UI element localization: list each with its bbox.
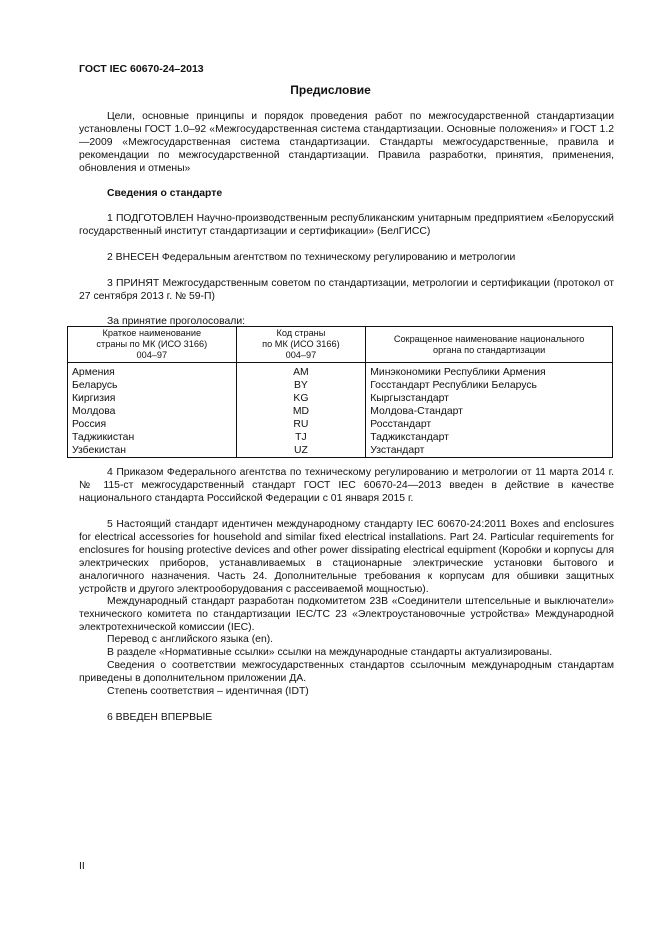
- code-cell: AM: [236, 363, 366, 380]
- table-row: [68, 392, 613, 405]
- org-cell: Госстандарт Республики Беларусь: [366, 379, 613, 392]
- standard-id: ГОСТ IEC 60670-24–2013: [79, 63, 204, 75]
- item-1-prepared: 1 ПОДГОТОВЛЕН Научно-производственным республиканским унитарным предприятием «Белорусский государственный институт стандартизации и сертификации» (БелГИСС): [79, 213, 614, 237]
- item-5-degree: Степень соответствия – идентичная (IDT): [107, 686, 309, 697]
- table-row: [68, 379, 613, 392]
- item-6-first-introduced: 6 ВВЕДЕН ВПЕРВЫЕ: [107, 712, 213, 723]
- country-cell: Таджикистан: [68, 431, 237, 444]
- table-row: [68, 444, 613, 458]
- table-row: [68, 431, 613, 444]
- code-cell: UZ: [236, 444, 366, 458]
- header-country: Краткое наименование страны по МК (ИСО 3166) 004–97: [68, 327, 237, 363]
- item-5-identical: 5 Настоящий стандарт идентичен международному стандарту IEC 60670-24:2011 Boxes and enclosures for electrical accessories for household and similar fixed electrical installations. Part 24. Particular requirements for enclosures for housing protective devices and other power dissipating electrical equipment (Коробки и корпусы для электрических приборов, устанавливаемых в стационарные электрические установки бытового и аналогичного назначения. Часть 24. Дополнительные требования к корпусам для обшивки защитных устройств и другого электрооборудования с рассеиваемой мощностью).: [79, 519, 614, 595]
- org-cell: Кыргызстандарт: [366, 392, 613, 405]
- org-cell: Молдова-Стандарт: [366, 405, 613, 418]
- code-cell: BY: [236, 379, 366, 392]
- vote-label: За принятие проголосовали:: [107, 316, 246, 327]
- item-5-references: В разделе «Нормативные ссылки» ссылки на международные стандарты актуализированы.: [107, 647, 553, 658]
- vote-table: [67, 326, 613, 458]
- section-heading: Сведения о стандарте: [107, 188, 223, 199]
- code-cell: MD: [236, 405, 366, 418]
- table-row: [68, 405, 613, 418]
- org-cell: Минэкономики Республики Армения: [366, 363, 613, 380]
- country-cell: Киргизия: [68, 392, 237, 405]
- org-cell: Таджикстандарт: [366, 431, 613, 444]
- header-org: Сокращенное наименование национального органа по стандартизации: [366, 327, 613, 363]
- item-4-order: 4 Приказом Федерального агентства по техническому регулированию и метрологии от 11 марта 2014 г. № 115-ст межгосударственный стандарт ГОСТ IEC 60670-24—2013 введен в действие в качестве национального стандарта Российской Федерации с 01 января 2015 г.: [79, 467, 614, 504]
- item-5-translation: Перевод с английского языка (en).: [107, 634, 274, 645]
- table-row: [68, 418, 613, 431]
- vote-table-header: [68, 327, 613, 363]
- code-cell: TJ: [236, 431, 366, 444]
- code-cell: RU: [236, 418, 366, 431]
- country-cell: Молдова: [68, 405, 237, 418]
- item-2-submitted: 2 ВНЕСЕН Федеральным агентством по техническому регулированию и метрологии: [107, 252, 516, 263]
- item-5-developer: Международный стандарт разработан подкомитетом 23B «Соединители штепсельные и выключатели» технического комитета по стандартизации IEC/TC 23 «Электроустановочные устройства» Международной электротехнической комиссии (IEC).: [79, 596, 614, 633]
- country-cell: Беларусь: [68, 379, 237, 392]
- org-cell: Узстандарт: [366, 444, 613, 458]
- table-row: [68, 363, 613, 380]
- org-cell: Росстандарт: [366, 418, 613, 431]
- page-number: II: [79, 861, 85, 872]
- item-3-adopted: 3 ПРИНЯТ Межгосударственным советом по стандартизации, метрологии и сертификации (протокол от 27 сентября 2013 г. № 59-П): [79, 278, 614, 302]
- country-cell: Россия: [68, 418, 237, 431]
- page-title: Предисловие: [290, 83, 371, 97]
- code-cell: KG: [236, 392, 366, 405]
- item-5-appendix: Сведения о соответствии межгосударственных стандартов ссылочным международным стандартам приведены в дополнительном приложении ДА.: [79, 660, 614, 684]
- country-cell: Узбекистан: [68, 444, 237, 458]
- country-cell: Армения: [68, 363, 237, 380]
- intro-paragraph: Цели, основные принципы и порядок проведения работ по межгосударственной стандартизации установлены ГОСТ 1.0–92 «Межгосударственная система стандартизации. Основные положения» и ГОСТ 1.2—2009 «Межгосударственная система стандартизации. Стандарты межгосударственные, правила и рекомендации по межгосударственной стандартизации. Правила разработки, принятия, применения, обновления и отмены»: [79, 111, 614, 174]
- header-code: Код страны по МК (ИСО 3166) 004–97: [236, 327, 366, 363]
